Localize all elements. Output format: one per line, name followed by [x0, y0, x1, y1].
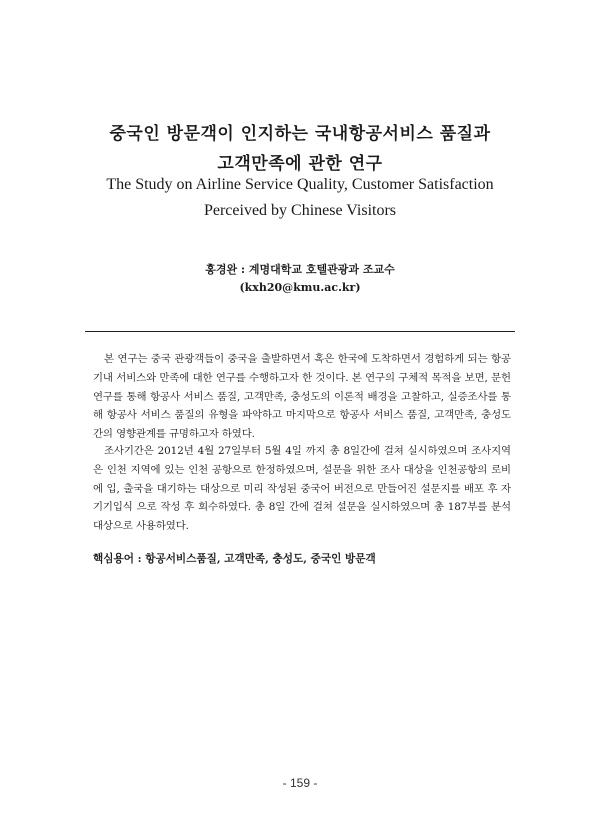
author-email: (kxh20@kmu.ac.kr)	[239, 281, 361, 294]
title-korean-line-1: 중국인 방문객이 인지하는 국내항공서비스 품질과	[109, 124, 491, 144]
author-affiliation: 홍경완 : 계명대학교 호텔관광과 조교수	[205, 263, 395, 276]
abstract-paragraph-2	[93, 442, 511, 536]
page-number: - 159 -	[282, 776, 318, 790]
abstract-paragraph-1	[93, 350, 511, 444]
keywords: 핵심용어 : 항공서비스품질, 고객만족, 충성도, 중국인 방문객	[93, 553, 376, 565]
abstract-top-rule	[85, 331, 515, 332]
title-english-line-1: The Study on Airline Service Quality, Customer Satisfaction	[106, 176, 494, 193]
abstract-paragraph-1-text: 본 연구는 중국 관광객들이 중국을 출발하면서 혹은 한국에 도착하면서 경험하게 되는 항공기내 서비스와 만족에 대한 연구를 수행하고자 한 것이다. 본 연구의 구체적 목적을 보면, 문헌연구를 통해 항공사 서비스 품질, 고객만족, 충성도의 이론적 배경을 고찰하고, 실증조사를 통해 항공사 서비스 품질의 유형을 파악하고 마지막으로 항공사 서비스 품질, 고객만족, 충성도간의 영향관계를 규명하고자 하였다.	[93, 353, 511, 441]
title-korean-line-2: 고객만족에 관한 연구	[217, 154, 383, 174]
abstract-paragraph-2-text: 조사기간은 2012년 4월 27일부터 5월 4일 까지 총 8일간에 걸쳐 실시하였으며 조사지역은 인천 지역에 있는 인천 공항으로 한정하였으며, 설문을 위한 조사 대상을 인천공항의 로비에 입, 출국을 대기하는 대상으로 미리 작성된 중국어 버전으로 만들어진 설문지를 배포 후 자기기입식 으로 작성 후 회수하였다. 총 8일 간에 걸쳐 설문을 실시하였으며 총 187부를 분석대상으로 사용하였다.	[93, 445, 511, 533]
title-english-line-2: Perceived by Chinese Visitors	[203, 202, 397, 219]
